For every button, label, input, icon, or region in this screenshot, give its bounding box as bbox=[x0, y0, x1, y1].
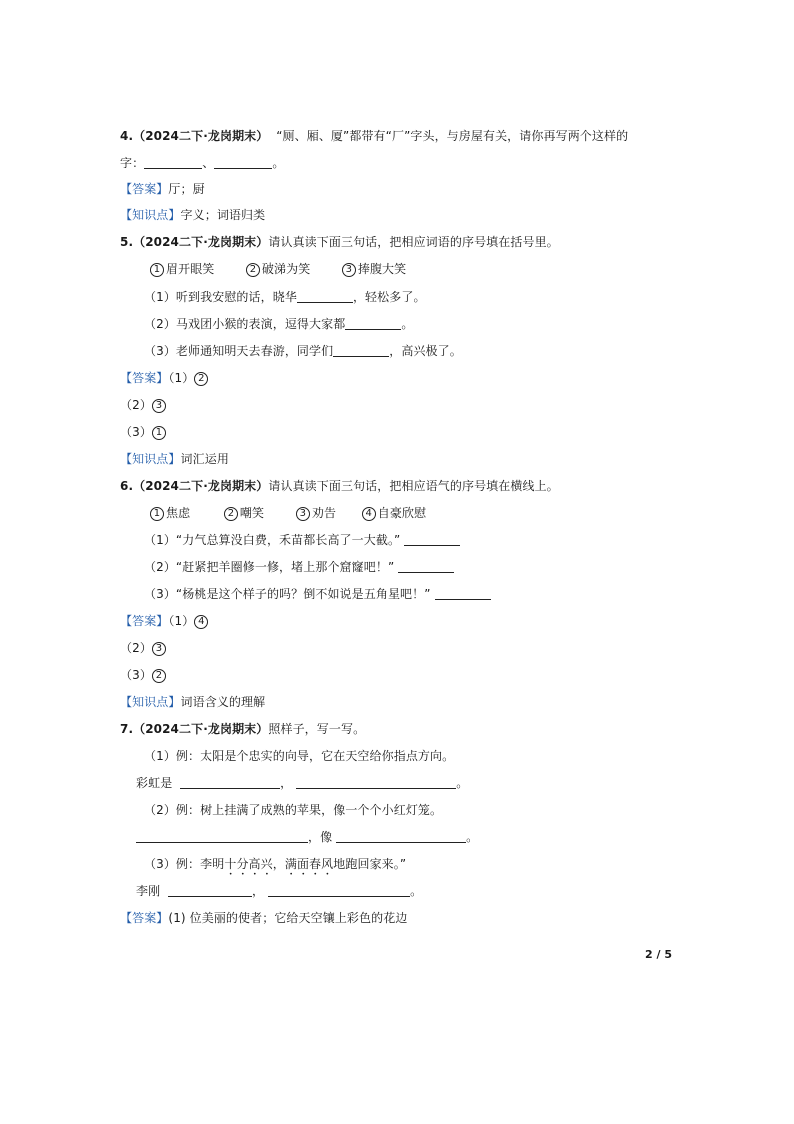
q5-options bbox=[150, 261, 406, 277]
q5-blank-2 bbox=[345, 317, 401, 330]
q7-blank-2a bbox=[136, 830, 308, 843]
q4-blank-2 bbox=[214, 156, 272, 169]
q4-answer: 【答案】厅；厨 bbox=[120, 182, 205, 196]
q7-fill-3: 李刚 ， 。 bbox=[136, 884, 423, 898]
q6-blank-2 bbox=[398, 560, 454, 573]
q6-option-3: 3 劝告 bbox=[296, 505, 358, 521]
q6-sentence-1: （1）“力气总算没白费，禾苗都长高了一大截。” bbox=[144, 532, 460, 548]
q7-example-2: （2）例：树上挂满了成熟的苹果，像一个个小红灯笼。 bbox=[144, 803, 443, 817]
q5-knowledge-point: 【知识点】词汇运用 bbox=[120, 452, 229, 466]
q5-sentence-1: （1）听到我安慰的话，晓华 ，轻松多了。 bbox=[144, 290, 426, 304]
q6-blank-1 bbox=[404, 533, 460, 546]
q5-option-1: 1 眉开眼笑 bbox=[150, 261, 242, 277]
q7-answer: 【答案】(1) 位美丽的使者；它给天空镶上彩色的花边 bbox=[120, 911, 408, 925]
q7-stem: 7.（2024二下·龙岗期末）照样子，写一写。 bbox=[120, 722, 366, 736]
q5-option-2: 2 破涕为笑 bbox=[246, 261, 338, 277]
q5-answer-3: （3） 1 bbox=[120, 424, 168, 440]
page-number: 2 / 5 bbox=[645, 948, 672, 961]
q4-line2: 字： 、 。 bbox=[120, 156, 285, 170]
q5-sentence-3: （3）老师通知明天去春游，同学们 ，高兴极了。 bbox=[144, 344, 462, 358]
q6-blank-3 bbox=[435, 587, 491, 600]
q6-sentence-2: （2）“赶紧把羊圈修一修，堵上那个窟窿吧！” bbox=[144, 559, 454, 575]
q5-blank-1 bbox=[297, 290, 353, 303]
q6-answer-2: （2） 3 bbox=[120, 640, 168, 656]
q6-knowledge-point: 【知识点】词语含义的理解 bbox=[120, 695, 266, 709]
q6-options bbox=[150, 505, 426, 521]
q7-fill-1: 彩虹是 ， 。 bbox=[136, 776, 469, 790]
q6-option-4: 4 自豪欣慰 bbox=[362, 505, 426, 521]
q7-example-3: （3）例：李明十分高兴，满面春风地跑回家来。” bbox=[144, 857, 407, 871]
q7-example-1: （1）例：太阳是个忠实的向导，它在天空给你指点方向。 bbox=[144, 749, 455, 763]
q4-blank-1 bbox=[144, 156, 202, 169]
q7-blank-3b bbox=[268, 884, 410, 897]
q5-blank-3 bbox=[333, 344, 389, 357]
q5-option-3: 3 捧腹大笑 bbox=[342, 261, 406, 277]
q6-option-1: 1 焦虑 bbox=[150, 505, 220, 521]
q7-fill-2: ，像 。 bbox=[136, 829, 478, 845]
q7-blank-2b bbox=[336, 830, 466, 843]
q5-stem: 5.（2024二下·龙岗期末）请认真读下面三句话，把相应词语的序号填在括号里。 bbox=[120, 235, 559, 249]
q6-answer-1: 【答案】（1） 4 bbox=[120, 613, 210, 629]
q5-answer-2: （2） 3 bbox=[120, 397, 168, 413]
q6-stem: 6.（2024二下·龙岗期末）请认真读下面三句话，把相应语气的序号填在横线上。 bbox=[120, 479, 559, 493]
q6-answer-3: （3） 2 bbox=[120, 667, 168, 683]
q7-blank-3a bbox=[168, 884, 252, 897]
q4-line1: 4.（2024二下·龙岗期末） “厕、厢、厦”都带有“厂”字头，与房屋有关，请你再写两个这样的 bbox=[120, 129, 629, 143]
q6-sentence-3: （3）“杨桃是这个样子的吗？倒不如说是五角星吧！” bbox=[144, 586, 491, 602]
q5-sentence-2: （2）马戏团小猴的表演，逗得大家都 。 bbox=[144, 317, 414, 331]
q4-knowledge-point: 【知识点】字义；词语归类 bbox=[120, 208, 266, 222]
q5-answer-1: 【答案】（1） 2 bbox=[120, 370, 210, 386]
q7-blank-1b bbox=[296, 776, 456, 789]
q6-option-2: 2 嘲笑 bbox=[224, 505, 292, 521]
q7-blank-1a bbox=[180, 776, 280, 789]
